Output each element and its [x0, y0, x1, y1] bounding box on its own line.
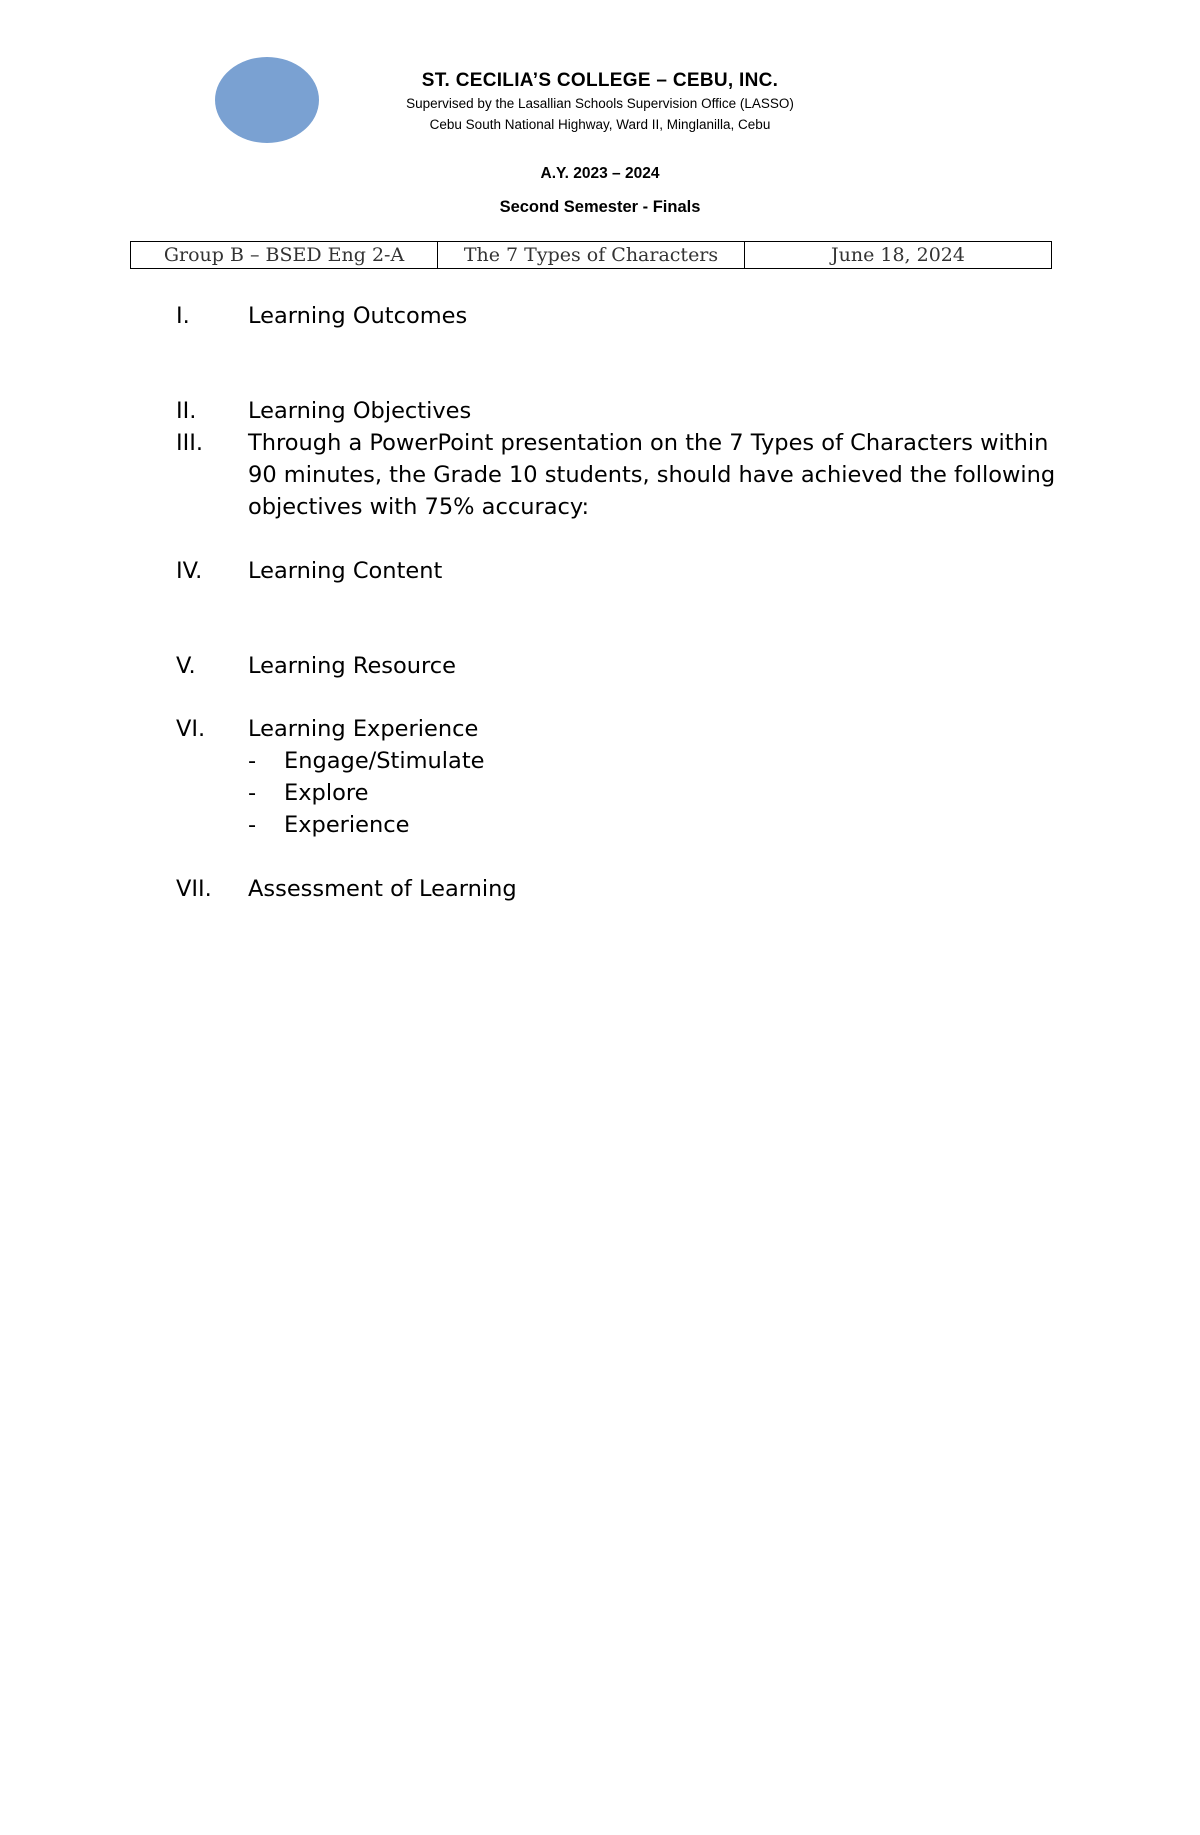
school-address: Cebu South National Highway, Ward II, Minglanilla, Cebu — [429, 117, 771, 132]
outline-item-learning-objectives — [176, 395, 1076, 427]
outline-text: Assessment of Learning — [248, 876, 517, 902]
outline-text: Learning Objectives — [248, 398, 472, 424]
outline-numeral: III. — [176, 430, 204, 456]
outline-item-learning-outcomes — [176, 300, 1076, 332]
outline-numeral: VII. — [176, 876, 212, 902]
list-item-experience — [248, 809, 1076, 841]
outline-text: Through a PowerPoint presentation on the 7 Types of Characters within 90 minutes, the Grade 10 students, should have achieved the following objectives with 75% accuracy: — [248, 430, 1056, 520]
lesson-outline — [176, 300, 1076, 905]
outline-numeral: II. — [176, 398, 197, 424]
bullet-text: Experience — [284, 812, 410, 838]
semester-title: Second Semester - Finals — [499, 198, 701, 216]
outline-text: Learning Experience — [248, 716, 479, 742]
bullet-dash: - — [248, 780, 257, 806]
group-cell: Group B – BSED Eng 2-A — [131, 242, 438, 269]
outline-text: Learning Content — [248, 558, 443, 584]
outline-numeral: I. — [176, 303, 190, 329]
list-item-explore — [248, 777, 1076, 809]
outline-numeral: VI. — [176, 716, 206, 742]
outline-item-learning-experience — [176, 713, 1076, 841]
outline-item-learning-resource — [176, 650, 1076, 682]
academic-year: A.Y. 2023 – 2024 — [540, 165, 660, 182]
topic-cell: The 7 Types of Characters — [438, 242, 745, 269]
bullet-text: Explore — [284, 780, 369, 806]
bullet-dash: - — [248, 812, 257, 838]
info-table — [130, 241, 1052, 269]
info-table-row — [131, 242, 1052, 269]
list-item-engage — [248, 745, 1076, 777]
outline-numeral: IV. — [176, 558, 203, 584]
outline-text: Learning Outcomes — [248, 303, 468, 329]
bullet-dash: - — [248, 748, 257, 774]
outline-text: Learning Resource — [248, 653, 457, 679]
outline-item-learning-content — [176, 555, 1076, 587]
outline-numeral: V. — [176, 653, 196, 679]
date-cell: June 18, 2024 — [745, 242, 1052, 269]
outline-item-assessment — [176, 873, 1076, 905]
supervision-line: Supervised by the Lasallian Schools Supervision Office (LASSO) — [406, 96, 794, 111]
outline-item-objectives-statement — [176, 427, 1076, 523]
bullet-text: Engage/Stimulate — [284, 748, 485, 774]
school-name: ST. CECILIA’S COLLEGE – CEBU, INC. — [421, 70, 779, 91]
